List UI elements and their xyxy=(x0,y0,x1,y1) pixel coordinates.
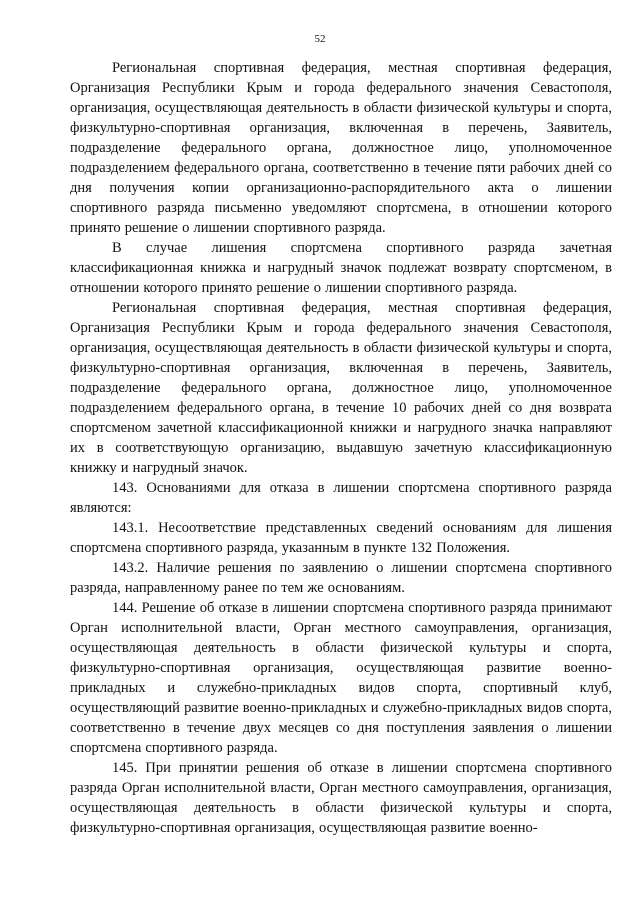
paragraph: 144. Решение об отказе в лишении спортсмена спортивного разряда принимают Орган исполнительной власти, Орган местного самоуправления, организация, осуществляющая деятельность в области физической культуры и спорта, физкультурно-спортивная организация, осуществляющая развитие военно-прикладных и служебно-прикладных видов спорта, спортивный клуб, осуществляющий развитие военно-прикладных и служебно-прикладных видов спорта, соответственно в течение двух месяцев со дня поступления заявления о лишении спортсмена спортивного разряда. xyxy=(70,600,612,756)
paragraph: В случае лишения спортсмена спортивного разряда зачетная классификационная книжка и нагрудный значок подлежат возврату спортсменом, в отношении которого принято решение о лишении спортивного разряда. xyxy=(70,240,612,296)
paragraph: Региональная спортивная федерация, местная спортивная федерация, Организация Республики Крым и города федерального значения Севастополя, организация, осуществляющая деятельность в области физической культуры и спорта, физкультурно-спортивная организация, включенная в перечень, Заявитель, подразделение федерального органа, должностное лицо, уполномоченное подразделением федерального органа, в течение 10 рабочих дней со дня возврата спортсменом зачетной классификационной книжки и нагрудного значка направляют их в соответствующую организацию, выдавшую зачетную классификационную книжку и нагрудный значок. xyxy=(70,300,612,476)
paragraph: 143. Основаниями для отказа в лишении спортсмена спортивного разряда являются: xyxy=(70,480,612,516)
paragraph: 145. При принятии решения об отказе в лишении спортсмена спортивного разряда Орган исполнительной власти, Орган местного самоуправления, организация, осуществляющая деятельность в области физической культуры и спорта, физкультурно-спортивная организация, осуществляющая развитие военно- xyxy=(70,760,612,836)
document-body xyxy=(70,58,612,838)
paragraph: 143.1. Несоответствие представленных сведений основаниям для лишения спортсмена спортивного разряда, указанным в пункте 132 Положения. xyxy=(70,520,612,556)
paragraph: Региональная спортивная федерация, местная спортивная федерация, Организация Республики Крым и города федерального значения Севастополя, организация, осуществляющая деятельность в области физической культуры и спорта, физкультурно-спортивная организация, включенная в перечень, Заявитель, подразделение федерального органа, должностное лицо, уполномоченное подразделением федерального органа, соответственно в течение пяти рабочих дней со дня получения копии организационно-распорядительного акта о лишении спортивного разряда письменно уведомляют спортсмена, в отношении которого принято решение о лишении спортивного разряда. xyxy=(70,60,612,236)
page-number: 52 xyxy=(314,33,326,45)
paragraph: 143.2. Наличие решения по заявлению о лишении спортсмена спортивного разряда, направленному ранее по тем же основаниям. xyxy=(70,560,612,596)
